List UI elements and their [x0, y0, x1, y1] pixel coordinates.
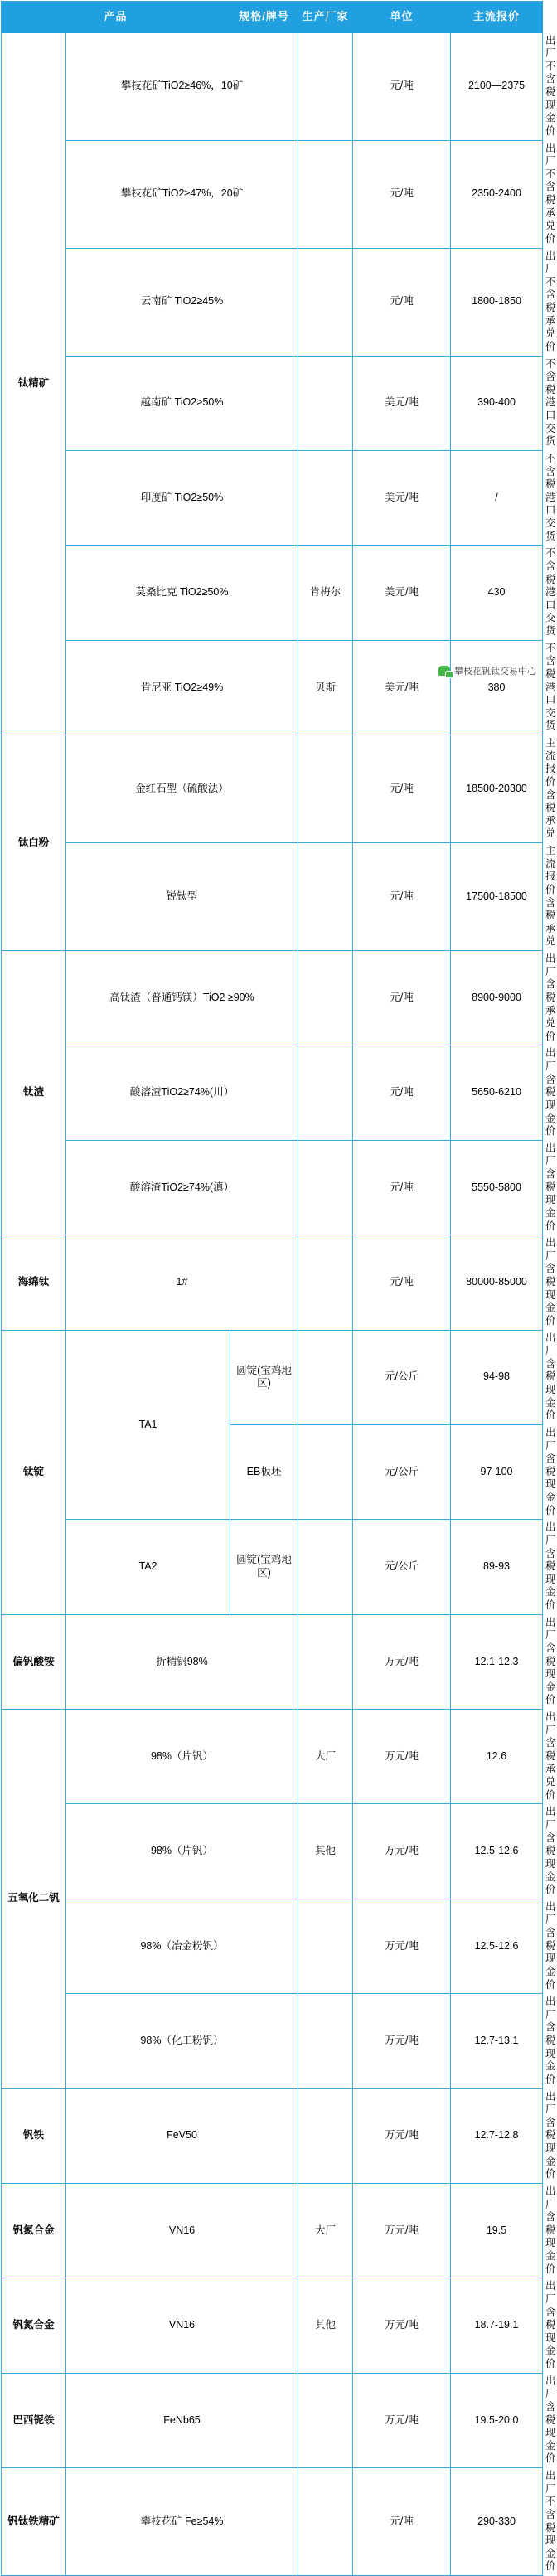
cell-unit: 元/吨 [353, 843, 451, 951]
cell-spec-detail: 圆锭(宝鸡地区) [230, 1520, 298, 1614]
cell-price: 1800-1850 [451, 248, 543, 356]
cell-unit: 美元/吨 [353, 450, 451, 545]
cell-spec: FeNb65 [66, 2373, 298, 2467]
table-row: 海绵钛 1# 元/吨 80000-85000 出厂 含税现金价 [2, 1235, 543, 1330]
commodity-price-table [1, 1, 557, 2576]
cell-unit: 万元/吨 [353, 2088, 451, 2183]
cell-price: 19.5-20.0 [451, 2373, 543, 2467]
cell-spec: 折精钒98% [66, 1614, 298, 1709]
cell-spec: 98%（冶金粉钒） [66, 1899, 298, 1993]
cell-unit: 万元/吨 [353, 1804, 451, 1899]
cell-price: 390-400 [451, 356, 543, 450]
table-row: 酸溶渣TiO2≥74%(滇） 元/吨 5550-5800 出厂 含税现金价 [2, 1140, 543, 1235]
cell-maker [298, 1424, 353, 1519]
table-row: 云南矿 TiO2≥45% 元/吨 1800-1850 出厂 不含税承兑价 [2, 248, 543, 356]
cell-maker [298, 248, 353, 356]
table-header [2, 2, 557, 33]
table-row: 越南矿 TiO2>50% 美元/吨 390-400 不含税港口交货 [2, 356, 543, 450]
cell-price: 12.5-12.6 [451, 1804, 543, 1899]
cell-spec: 酸溶渣TiO2≥74%(滇） [66, 1140, 298, 1235]
cell-spec: 越南矿 TiO2>50% [66, 356, 298, 450]
cell-maker: 肯梅尔 [298, 546, 353, 640]
cell-maker [298, 735, 353, 843]
table-row: TA2 圆锭(宝鸡地区) 元/公斤 89-93 出厂 含税现金价 [2, 1520, 543, 1614]
table-row: 钛锭 TA1 圆锭(宝鸡地区) 元/公斤 94-98 出厂 含税现金价 [2, 1330, 543, 1424]
cell-spec: 98%（片钒） [66, 1804, 298, 1899]
table-row: 钒铁 FeV50 万元/吨 12.7-12.8 出厂 含税现金价 [2, 2088, 543, 2183]
cell-unit: 元/吨 [353, 2468, 451, 2576]
cell-price: 94-98 [451, 1330, 543, 1424]
cell-unit: 万元/吨 [353, 2278, 451, 2373]
cell-unit: 元/吨 [353, 1045, 451, 1140]
table-row: 锐钛型 元/吨 17500-18500 主流报价含税承兑 [2, 843, 543, 951]
cell-unit: 万元/吨 [353, 2373, 451, 2467]
table-row: 钛白粉 金红石型（硫酸法） 元/吨 18500-20300 主流报价含税承兑 [2, 735, 543, 843]
cell-price: 8900-9000 [451, 951, 543, 1045]
cell-price: 12.7-12.8 [451, 2088, 543, 2183]
cell-unit: 元/公斤 [353, 1520, 451, 1614]
cell-unit: 万元/吨 [353, 2183, 451, 2278]
cell-product-category: 巴西铌铁 [2, 2373, 66, 2467]
table-row: 98%（片钒） 其他 万元/吨 12.5-12.6 出厂 含税现金价 [2, 1804, 543, 1899]
cell-spec: 莫桑比克 TiO2≥50% [66, 546, 298, 640]
cell-maker [298, 1330, 353, 1424]
table-row: 钒氮合金 VN16 其他 万元/吨 18.7-19.1 出厂 含税现金价 [2, 2278, 543, 2373]
cell-product-category: 钒氮合金 [2, 2278, 66, 2373]
cell-unit: 元/吨 [353, 140, 451, 248]
cell-product-category: 钛锭 [2, 1330, 66, 1614]
cell-spec: 金红石型（硫酸法） [66, 735, 298, 843]
table-row: EB板坯 元/公斤 97-100 出厂 含税现金价 [2, 1424, 543, 1519]
cell-spec: 云南矿 TiO2≥45% [66, 248, 298, 356]
cell-price: / [451, 450, 543, 545]
cell-spec: 98%（片钒） [66, 1710, 298, 1804]
cell-maker: 大厂 [298, 2183, 353, 2278]
cell-maker [298, 1994, 353, 2088]
cell-maker [298, 450, 353, 545]
cell-maker [298, 1520, 353, 1614]
cell-spec: 锐钛型 [66, 843, 298, 951]
cell-product-category: 五氧化二钒 [2, 1710, 66, 2089]
cell-spec: 酸溶渣TiO2≥74%(川） [66, 1045, 298, 1140]
cell-product-category: 钒氮合金 [2, 2183, 66, 2278]
cell-maker [298, 1614, 353, 1709]
cell-maker [298, 356, 353, 450]
cell-price: 430 [451, 546, 543, 640]
cell-product-category: 海绵钛 [2, 1235, 66, 1330]
cell-product-category: 偏钒酸铵 [2, 1614, 66, 1709]
cell-maker [298, 140, 353, 248]
cell-maker [298, 1140, 353, 1235]
cell-maker [298, 1235, 353, 1330]
cell-price: 5550-5800 [451, 1140, 543, 1235]
price-table-sheet [0, 1, 557, 2573]
cell-unit: 万元/吨 [353, 1899, 451, 1993]
cell-price: 89-93 [451, 1520, 543, 1614]
cell-maker [298, 843, 353, 951]
cell-spec-detail: 圆锭(宝鸡地区) [230, 1330, 298, 1424]
cell-product-category: 钛精矿 [2, 32, 66, 735]
cell-unit: 元/吨 [353, 32, 451, 140]
table-row: 钛精矿 攀枝花矿TiO2≥46%，10矿 元/吨 2100—2375 出厂 不含税现金价 [2, 32, 543, 140]
cell-unit: 美元/吨 [353, 640, 451, 735]
table-row: 钛渣 高钛渣（普通钙镁）TiO2 ≥90% 元/吨 8900-9000 出厂 含税承兑价 [2, 951, 543, 1045]
table-row: 98%（冶金粉钒） 万元/吨 12.5-12.6 出厂 含税现金价 [2, 1899, 543, 1993]
wechat-icon [438, 666, 450, 676]
cell-price: 97-100 [451, 1424, 543, 1519]
cell-price: 19.5 [451, 2183, 543, 2278]
cell-price: 2350-2400 [451, 140, 543, 248]
cell-product-category: 钒铁 [2, 2088, 66, 2183]
table-header-row: 产品 规格/牌号 生产厂家 单位 主流报价 备注 [2, 2, 543, 33]
cell-price: 17500-18500 [451, 843, 543, 951]
cell-price: 5650-6210 [451, 1045, 543, 1140]
cell-maker [298, 2373, 353, 2467]
cell-unit: 元/吨 [353, 1140, 451, 1235]
cell-price: 12.6 [451, 1710, 543, 1804]
cell-unit: 元/吨 [353, 735, 451, 843]
cell-price: 12.1-12.3 [451, 1614, 543, 1709]
cell-spec: 攀枝花矿TiO2≥46%，10矿 [66, 32, 298, 140]
column-header-product: 产品 [2, 2, 230, 33]
cell-maker [298, 1045, 353, 1140]
table-row: 肯尼亚 TiO2≥49% 贝斯 美元/吨 380 不含税港口交货 [2, 640, 543, 735]
cell-price: 80000-85000 [451, 1235, 543, 1330]
cell-maker [298, 32, 353, 140]
cell-spec: 高钛渣（普通钙镁）TiO2 ≥90% [66, 951, 298, 1045]
cell-product-category: 钛白粉 [2, 735, 66, 951]
cell-maker [298, 1899, 353, 1993]
cell-price: 2100—2375 [451, 32, 543, 140]
cell-spec: 肯尼亚 TiO2≥49% [66, 640, 298, 735]
table-row: 钒钛铁精矿 攀枝花矿 Fe≥54% 元/吨 290-330 出厂 不含税现金价 [2, 2468, 543, 2576]
cell-unit: 美元/吨 [353, 356, 451, 450]
cell-maker: 贝斯 [298, 640, 353, 735]
footer-account-name: 攀枝花钒钛交易中心 [454, 667, 536, 677]
cell-maker: 其他 [298, 2278, 353, 2373]
cell-price: 380 [451, 640, 543, 735]
cell-spec: TA2 [66, 1520, 230, 1614]
cell-spec: TA1 [66, 1330, 230, 1520]
cell-maker: 其他 [298, 1804, 353, 1899]
cell-unit: 美元/吨 [353, 546, 451, 640]
cell-maker [298, 2088, 353, 2183]
cell-spec: 印度矿 TiO2≥50% [66, 450, 298, 545]
table-row: 酸溶渣TiO2≥74%(川） 元/吨 5650-6210 出厂 含税现金价 [2, 1045, 543, 1140]
cell-unit: 万元/吨 [353, 1710, 451, 1804]
column-header-price: 主流报价 [451, 2, 543, 33]
cell-price: 18.7-19.1 [451, 2278, 543, 2373]
cell-spec: FeV50 [66, 2088, 298, 2183]
table-row: 印度矿 TiO2≥50% 美元/吨 / 不含税港口交货 [2, 450, 543, 545]
table-row: 攀枝花矿TiO2≥47%，20矿 元/吨 2350-2400 出厂 不含税承兑价 [2, 140, 543, 248]
table-row: 98%（化工粉钒） 万元/吨 12.7-13.1 出厂 含税现金价 [2, 1994, 543, 2088]
table-row: 偏钒酸铵 折精钒98% 万元/吨 12.1-12.3 出厂 含税现金价 [2, 1614, 543, 1709]
cell-product-category: 钒钛铁精矿 [2, 2468, 66, 2576]
cell-unit: 元/公斤 [353, 1424, 451, 1519]
column-header-maker: 生产厂家 [298, 2, 353, 33]
table-row: 巴西铌铁 FeNb65 万元/吨 19.5-20.0 出厂 含税现金价 [2, 2373, 543, 2467]
cell-unit: 元/公斤 [353, 1330, 451, 1424]
table-row: 五氧化二钒 98%（片钒） 大厂 万元/吨 12.6 出厂 含税承兑价 [2, 1710, 543, 1804]
cell-price: 12.5-12.6 [451, 1899, 543, 1993]
column-header-spec: 规格/牌号 [230, 2, 298, 33]
cell-spec: VN16 [66, 2183, 298, 2278]
cell-spec-detail: EB板坯 [230, 1424, 298, 1519]
cell-maker: 大厂 [298, 1710, 353, 1804]
cell-spec: 98%（化工粉钒） [66, 1994, 298, 2088]
cell-price: 12.7-13.1 [451, 1994, 543, 2088]
cell-price: 290-330 [451, 2468, 543, 2576]
cell-spec: 攀枝花矿 Fe≥54% [66, 2468, 298, 2576]
cell-maker [298, 2468, 353, 2576]
cell-unit: 万元/吨 [353, 1614, 451, 1709]
cell-spec: VN16 [66, 2278, 298, 2373]
table-row: 莫桑比克 TiO2≥50% 肯梅尔 美元/吨 430 不含税港口交货 [2, 546, 543, 640]
cell-unit: 元/吨 [353, 248, 451, 356]
footer-attribution [438, 664, 536, 677]
cell-spec: 攀枝花矿TiO2≥47%，20矿 [66, 140, 298, 248]
cell-spec: 1# [66, 1235, 298, 1330]
cell-maker [298, 951, 353, 1045]
cell-unit: 元/吨 [353, 951, 451, 1045]
cell-unit: 元/吨 [353, 1235, 451, 1330]
cell-price: 18500-20300 [451, 735, 543, 843]
table-row: 钒氮合金 VN16 大厂 万元/吨 19.5 出厂 含税现金价 [2, 2183, 543, 2278]
cell-unit: 万元/吨 [353, 1994, 451, 2088]
table-body [2, 32, 556, 2576]
cell-product-category: 钛渣 [2, 951, 66, 1235]
column-header-unit: 单位 [353, 2, 451, 33]
